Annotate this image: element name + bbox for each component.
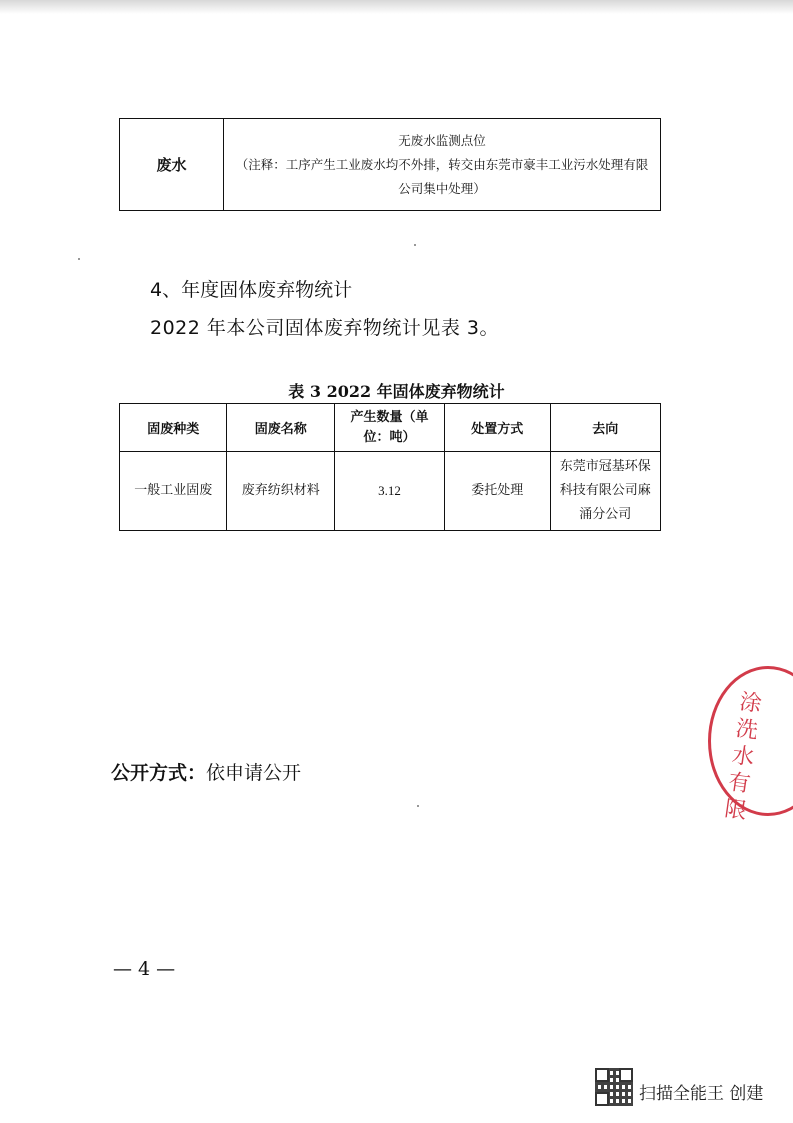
qr-corner <box>595 1068 609 1082</box>
header-destination: 去向 <box>550 404 660 452</box>
qr-corner <box>619 1068 633 1082</box>
header-quantity-text: 产生数量（单位：吨） <box>350 409 429 445</box>
cell-destination-text: 东莞市冠基环保科技有限公司麻涌分公司 <box>559 459 651 522</box>
table-header-row <box>120 404 661 452</box>
qr-corner <box>595 1092 609 1106</box>
wastewater-label: 废水 <box>120 119 224 211</box>
solid-waste-table <box>119 403 661 531</box>
wastewater-line-3: 公司集中处理） <box>398 180 486 196</box>
table-row <box>120 452 661 531</box>
scan-speck <box>414 244 416 246</box>
table-row <box>120 119 661 211</box>
header-waste-name: 固废名称 <box>227 404 334 452</box>
wastewater-table <box>119 118 661 211</box>
cell-waste-name: 废弃纺织材料 <box>227 452 334 531</box>
cell-destination <box>550 452 660 531</box>
cell-disposal: 委托处理 <box>445 452 551 531</box>
wastewater-line-1: 无废水监测点位 <box>398 132 486 148</box>
disclosure-value: 依申请公开 <box>206 762 302 784</box>
scan-top-edge <box>0 0 793 14</box>
header-disposal: 处置方式 <box>445 404 551 452</box>
cell-quantity: 3.12 <box>334 452 444 531</box>
section-heading: 4、年度固体废弃物统计 <box>150 279 353 301</box>
scan-speck <box>417 805 419 807</box>
section-intro: 2022 年本公司固体废弃物统计见表 3。 <box>150 317 500 339</box>
cell-waste-type: 一般工业固废 <box>120 452 227 531</box>
wastewater-content <box>224 119 661 211</box>
header-waste-type: 固废种类 <box>120 404 227 452</box>
scanner-watermark: 扫描全能王 创建 <box>639 1084 764 1104</box>
disclosure-label: 公开方式： <box>111 762 207 784</box>
seal-text: 涂洗水有限 <box>722 689 764 825</box>
qr-code-icon <box>595 1068 633 1106</box>
page-number: — 4 — <box>113 958 176 980</box>
wastewater-line-2: （注释：工序产生工业废水均不外排，转交由东莞市豪丰工业污水处理有限 <box>235 156 649 172</box>
scan-speck <box>78 258 80 260</box>
table-caption: 表 3 2022 年固体废弃物统计 <box>288 382 505 401</box>
header-quantity <box>334 404 444 452</box>
disclosure-method <box>111 758 301 785</box>
